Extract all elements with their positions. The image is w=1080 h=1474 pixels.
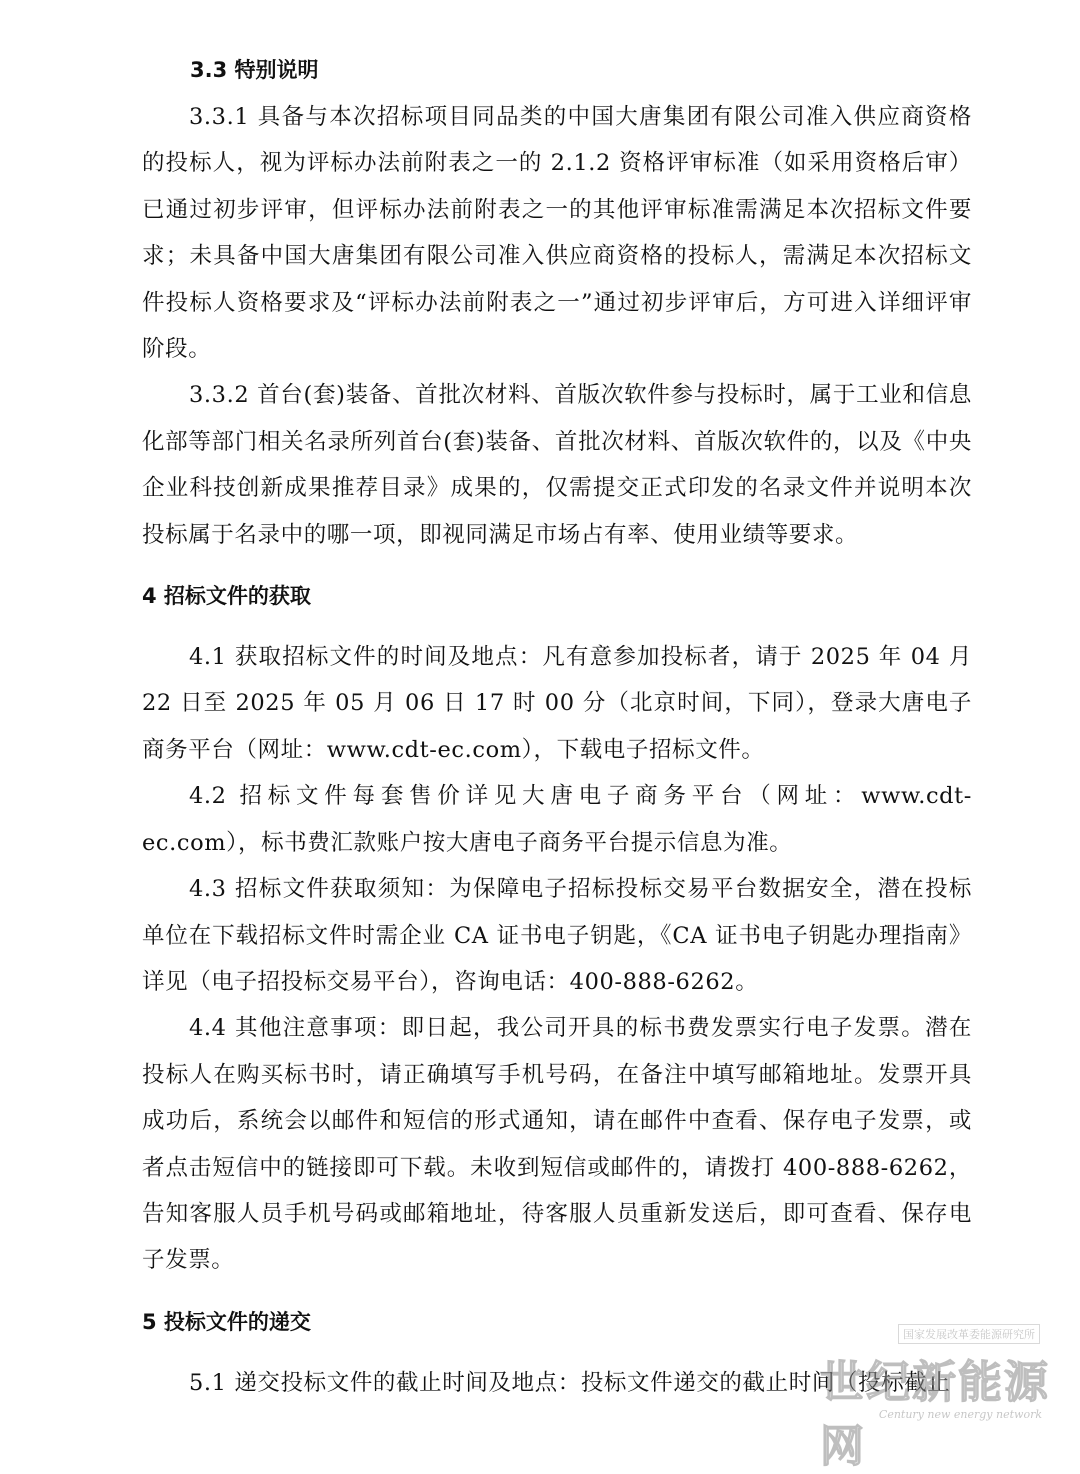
document-page (142, 50, 972, 1406)
watermark-logo (820, 1324, 1070, 1472)
paragraph-4-4: 4.4 其他注意事项：即日起，我公司开具的标书费发票实行电子发票。潜在投标人在购买标书时，请正确填写手机号码，在备注中填写邮箱地址。发票开具成功后，系统会以邮件和短信的形式通知，请在邮件中查看、保存电子发票，或者点击短信中的链接即可下载。未收到短信或邮件的，请拨打 400-888-6262，告知客服人员手机号码或邮箱地址，待客服人员重新发送后，即可查看、保存电子发票。 (142, 1015, 972, 1274)
section-3-3-heading: 3.3 特别说明 (190, 58, 319, 82)
paragraph-4-3: 4.3 招标文件获取须知：为保障电子招标投标交易平台数据安全，潜在投标单位在下载招标文件时需企业 CA 证书电子钥匙，《CA 证书电子钥匙办理指南》详见（电子招投标交易平台），咨询电话：400-888-6262。 (142, 876, 972, 995)
paragraph-5-1: 5.1 递交投标文件的截止时间及地点：投标文件递交的截止时间（投标截止 (189, 1369, 951, 1396)
watermark-caption: 国家发展改革委能源研究所 (898, 1324, 1040, 1344)
watermark-logo-text: 世纪新能源网 (820, 1357, 1050, 1472)
section-5-heading: 5 投标文件的递交 (142, 1309, 311, 1334)
watermark-subtitle: Century new energy network (878, 1408, 1042, 1421)
paragraph-3-3-1: 3.3.1 具备与本次招标项目同品类的中国大唐集团有限公司准入供应商资格的投标人，视为评标办法前附表之一的 2.1.2 资格评审标准（如采用资格后审）已通过初步评审，但评标办法前附表之一的其他评审标准需满足本次招标文件要求；未具备中国大唐集团有限公司准入供应商资格的投标人，需满足本次招标文件投标人资格要求及“评标办法前附表之一”通过初步评审后，方可进入详细评审阶段。 (142, 104, 972, 363)
paragraph-4-2: 4.2 招标文件每套售价详见大唐电子商务平台（网址：www.cdt-ec.com），标书费汇款账户按大唐电子商务平台提示信息为准。 (142, 783, 972, 856)
paragraph-3-3-2: 3.3.2 首台(套)装备、首批次材料、首版次软件参与投标时，属于工业和信息化部等部门相关名录所列首台(套)装备、首批次材料、首版次软件的，以及《中央企业科技创新成果推荐目录》成果的，仅需提交正式印发的名录文件并说明本次投标属于名录中的哪一项，即视同满足市场占有率、使用业绩等要求。 (142, 382, 972, 548)
section-4-heading: 4 招标文件的获取 (142, 584, 311, 609)
paragraph-4-1: 4.1 获取招标文件的时间及地点：凡有意参加投标者，请于 2025 年 04 月 22 日至 2025 年 05 月 06 日 17 时 00 分（北京时间，下同），登录大唐电子商务平台（网址：www.cdt-ec.com），下载电子招标文件。 (142, 644, 972, 763)
